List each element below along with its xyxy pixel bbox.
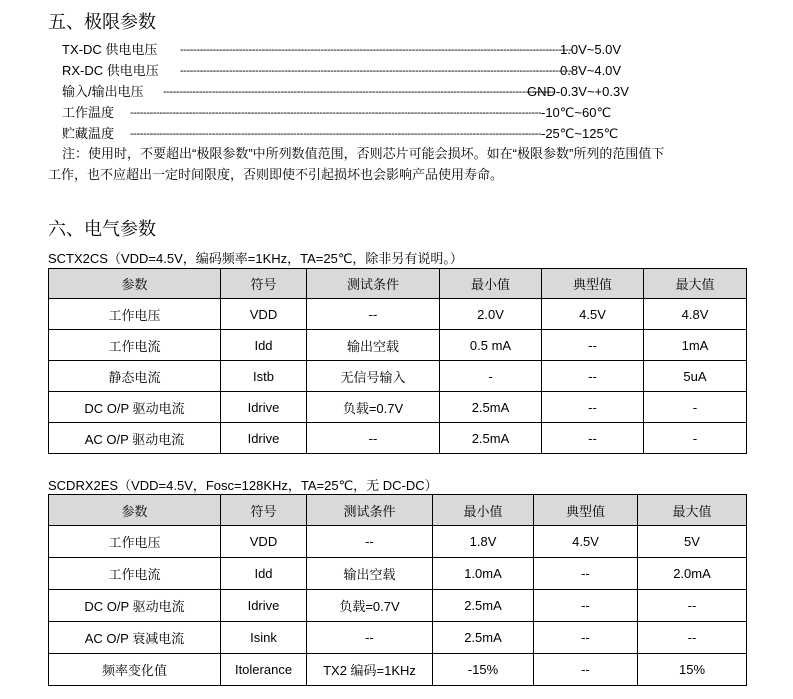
cell-param: 工作电流 <box>49 558 221 590</box>
table2 <box>48 494 747 686</box>
table-row <box>49 392 747 423</box>
cell-min: - <box>440 361 542 392</box>
cell-max: - <box>644 392 747 423</box>
note-line-1: 注：使用时，不要超出“极限参数”中所列数值范围，否则芯片可能会损坏。如在“极限参数”所列的范围值下 <box>62 146 665 161</box>
header-min: 最小值 <box>440 269 542 299</box>
cell-typ: -- <box>542 330 644 361</box>
cell-min: 2.5mA <box>440 392 542 423</box>
note-line-2: 工作，也不应超出一定时间限度，否则即使不引起损坏也会影响产品使用寿命。 <box>48 167 504 182</box>
header-typ: 典型值 <box>542 269 644 299</box>
leader-dashes: ------------------------------------------------------------------------------------------------------------------------ <box>163 86 555 98</box>
cell-min: 1.8V <box>433 526 534 558</box>
cell-symbol: Isink <box>221 622 307 654</box>
table1 <box>48 268 747 454</box>
table2-caption: SCDRX2ES（VDD=4.5V，Fosc=128KHz，TA=25℃，无 DC-DC） <box>48 478 438 493</box>
table-row <box>49 590 747 622</box>
cell-condition: TX2 编码=1KHz <box>307 654 433 686</box>
table-row <box>49 330 747 361</box>
leader-dashes: ------------------------------------------------------------------------------------------------------------------------ <box>180 65 572 77</box>
header-max: 最大值 <box>644 269 747 299</box>
cell-param: 静态电流 <box>49 361 221 392</box>
header-symbol: 符号 <box>221 269 307 299</box>
limit-value: -10℃~60℃ <box>541 105 612 120</box>
limit-row-storage-temp <box>62 125 702 143</box>
header-param: 参数 <box>49 269 221 299</box>
cell-min: 0.5 mA <box>440 330 542 361</box>
header-min: 最小值 <box>433 495 534 526</box>
limit-row-io-voltage <box>62 83 702 101</box>
cell-symbol: Idd <box>221 558 307 590</box>
cell-max: -- <box>638 590 747 622</box>
cell-typ: -- <box>534 558 638 590</box>
limit-row-op-temp <box>62 104 702 122</box>
cell-param: DC O/P 驱动电流 <box>49 392 221 423</box>
cell-symbol: Idrive <box>221 392 307 423</box>
cell-condition: -- <box>307 299 440 330</box>
cell-symbol: VDD <box>221 299 307 330</box>
limit-label: TX-DC 供电电压 <box>62 42 158 57</box>
header-symbol: 符号 <box>221 495 307 526</box>
cell-param: 工作电压 <box>49 526 221 558</box>
cell-symbol: Idrive <box>221 423 307 454</box>
cell-min: 2.0V <box>440 299 542 330</box>
cell-param: 频率变化值 <box>49 654 221 686</box>
cell-condition: -- <box>307 526 433 558</box>
table-row <box>49 654 747 686</box>
limit-label: 贮藏温度 <box>62 126 115 141</box>
cell-min: 1.0mA <box>433 558 534 590</box>
cell-condition: -- <box>307 622 433 654</box>
cell-symbol: Idd <box>221 330 307 361</box>
cell-param: DC O/P 驱动电流 <box>49 590 221 622</box>
cell-param: AC O/P 驱动电流 <box>49 423 221 454</box>
table-header-row <box>49 495 747 526</box>
cell-typ: 4.5V <box>542 299 644 330</box>
cell-condition: 负载=0.7V <box>307 590 433 622</box>
limit-label: 工作温度 <box>62 105 115 120</box>
cell-symbol: Itolerance <box>221 654 307 686</box>
cell-param: AC O/P 衰减电流 <box>49 622 221 654</box>
cell-condition: 输出空载 <box>307 330 440 361</box>
limit-value: 0.8V~4.0V <box>560 63 622 78</box>
table-row <box>49 361 747 392</box>
section5-title: 五、极限参数 <box>48 12 156 33</box>
table-header-row <box>49 269 747 299</box>
table-row <box>49 423 747 454</box>
cell-max: 2.0mA <box>638 558 747 590</box>
header-condition: 测试条件 <box>307 495 433 526</box>
cell-max: - <box>644 423 747 454</box>
cell-typ: -- <box>542 392 644 423</box>
cell-symbol: VDD <box>221 526 307 558</box>
leader-dashes: ------------------------------------------------------------------------------------------------------------------------------ <box>130 107 542 119</box>
cell-min: 2.5mA <box>433 590 534 622</box>
limit-value: 1.0V~5.0V <box>560 42 622 57</box>
cell-condition: 负载=0.7V <box>307 392 440 423</box>
cell-symbol: Idrive <box>221 590 307 622</box>
limit-label: 输入/输出电压 <box>62 84 144 99</box>
section6-title: 六、电气参数 <box>48 219 156 240</box>
table1-caption: SCTX2CS（VDD=4.5V，编码频率=1KHz，TA=25℃，除非另有说明。） <box>48 251 463 266</box>
table-row <box>49 526 747 558</box>
leader-dashes: ------------------------------------------------------------------------------------------------------------------------ <box>180 44 572 56</box>
cell-param: 工作电流 <box>49 330 221 361</box>
cell-max: 5uA <box>644 361 747 392</box>
table-row <box>49 558 747 590</box>
table-row <box>49 622 747 654</box>
cell-max: 5V <box>638 526 747 558</box>
cell-param: 工作电压 <box>49 299 221 330</box>
header-param: 参数 <box>49 495 221 526</box>
cell-condition: 输出空载 <box>307 558 433 590</box>
limit-value: GND-0.3V~+0.3V <box>527 84 629 99</box>
cell-max: 4.8V <box>644 299 747 330</box>
cell-max: 1mA <box>644 330 747 361</box>
cell-typ: -- <box>542 361 644 392</box>
cell-min: 2.5mA <box>433 622 534 654</box>
cell-typ: -- <box>542 423 644 454</box>
table-row <box>49 299 747 330</box>
limit-row-rx-dc <box>62 62 702 80</box>
cell-min: -15% <box>433 654 534 686</box>
cell-typ: -- <box>534 590 638 622</box>
cell-typ: -- <box>534 622 638 654</box>
cell-symbol: Istb <box>221 361 307 392</box>
leader-dashes: ------------------------------------------------------------------------------------------------------------------------------ <box>130 128 542 140</box>
header-typ: 典型值 <box>534 495 638 526</box>
header-condition: 测试条件 <box>307 269 440 299</box>
cell-condition: -- <box>307 423 440 454</box>
cell-max: 15% <box>638 654 747 686</box>
limit-value: -25℃~125℃ <box>541 126 619 141</box>
limit-row-tx-dc <box>62 41 702 59</box>
cell-max: -- <box>638 622 747 654</box>
cell-typ: -- <box>534 654 638 686</box>
cell-condition: 无信号输入 <box>307 361 440 392</box>
cell-min: 2.5mA <box>440 423 542 454</box>
limit-label: RX-DC 供电电压 <box>62 63 159 78</box>
header-max: 最大值 <box>638 495 747 526</box>
cell-typ: 4.5V <box>534 526 638 558</box>
